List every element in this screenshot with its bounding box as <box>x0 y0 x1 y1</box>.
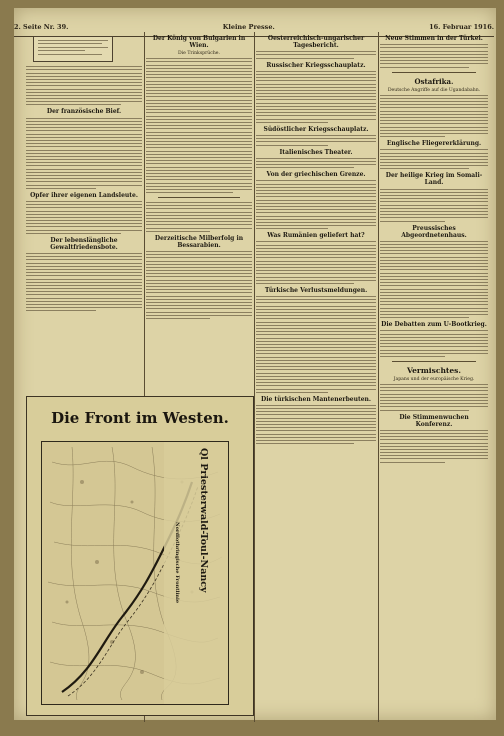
article-subheading: Die Trinksprüche. <box>178 51 220 56</box>
notice-box <box>33 36 113 62</box>
column-divider <box>254 32 255 722</box>
article-heading: Opfer ihrer eigenen Landsleute. <box>30 191 138 199</box>
column-divider <box>378 32 379 722</box>
article-heading: Oesterreichisch-ungarischer Tagesbericht. <box>267 35 365 49</box>
column-3 <box>256 32 376 722</box>
header-left: 2. Seite Nr. 39. <box>14 23 69 31</box>
front-title: Die Front im Westen. <box>51 409 229 427</box>
article-heading: Die Debatten zum U-Bootkrieg. <box>381 321 487 329</box>
article-heading: Was Rumänien geliefert hat? <box>267 232 365 240</box>
article-heading: Englische Fliegererklärung. <box>386 140 482 148</box>
map-side-label: Nordlothringische Frontlinie <box>174 522 180 604</box>
front-map-box <box>26 396 254 716</box>
article-heading: Neue Stimmen in der Türkei. <box>385 35 483 42</box>
article-heading: Die türkischen Mantenerbeuten. <box>260 395 372 403</box>
front-map <box>41 441 229 705</box>
article-heading: Preussisches Abgeordnetenhaus. <box>401 224 467 239</box>
article-heading: Russischer Kriegsschauplatz. <box>266 61 366 69</box>
article-heading: Der französische Bief. <box>46 108 122 116</box>
article-heading: Der König von Bulgarien in Wien. <box>152 35 246 49</box>
column-4 <box>380 32 488 722</box>
article-heading: Derzeitische Milberfolg in Bessarabien. <box>154 234 244 249</box>
article-heading: Türkische Verlustsmeldungen. <box>264 286 368 294</box>
article-subheading: Japans und der europäische Krieg. <box>393 376 475 382</box>
article-heading: Der lebenslängliche Gewaltfriedensbote. <box>50 236 118 251</box>
header-center: Kleine Presse. <box>222 23 275 31</box>
article-heading: Ostafrika. <box>414 76 454 86</box>
article-heading: Die Stimmenwuchen Konferenz. <box>399 413 469 428</box>
article-heading: Italienisches Theater. <box>279 148 353 156</box>
article-heading: Südöstlicher Kriegsschauplatz. <box>263 125 369 133</box>
article-subheading: Deutsche Angriffe auf die Ugandabahn. <box>387 87 481 93</box>
header-right: 16. Februar 1916. <box>429 23 494 31</box>
map-title-label: Ql Priesterwald-Toul-Nancy <box>198 448 209 593</box>
article-heading: Von der griechischen Grenze. <box>266 171 366 179</box>
article-heading: Vermischtes. <box>407 365 461 375</box>
article-heading: Der heilige Krieg im Somali-Land. <box>385 172 483 187</box>
